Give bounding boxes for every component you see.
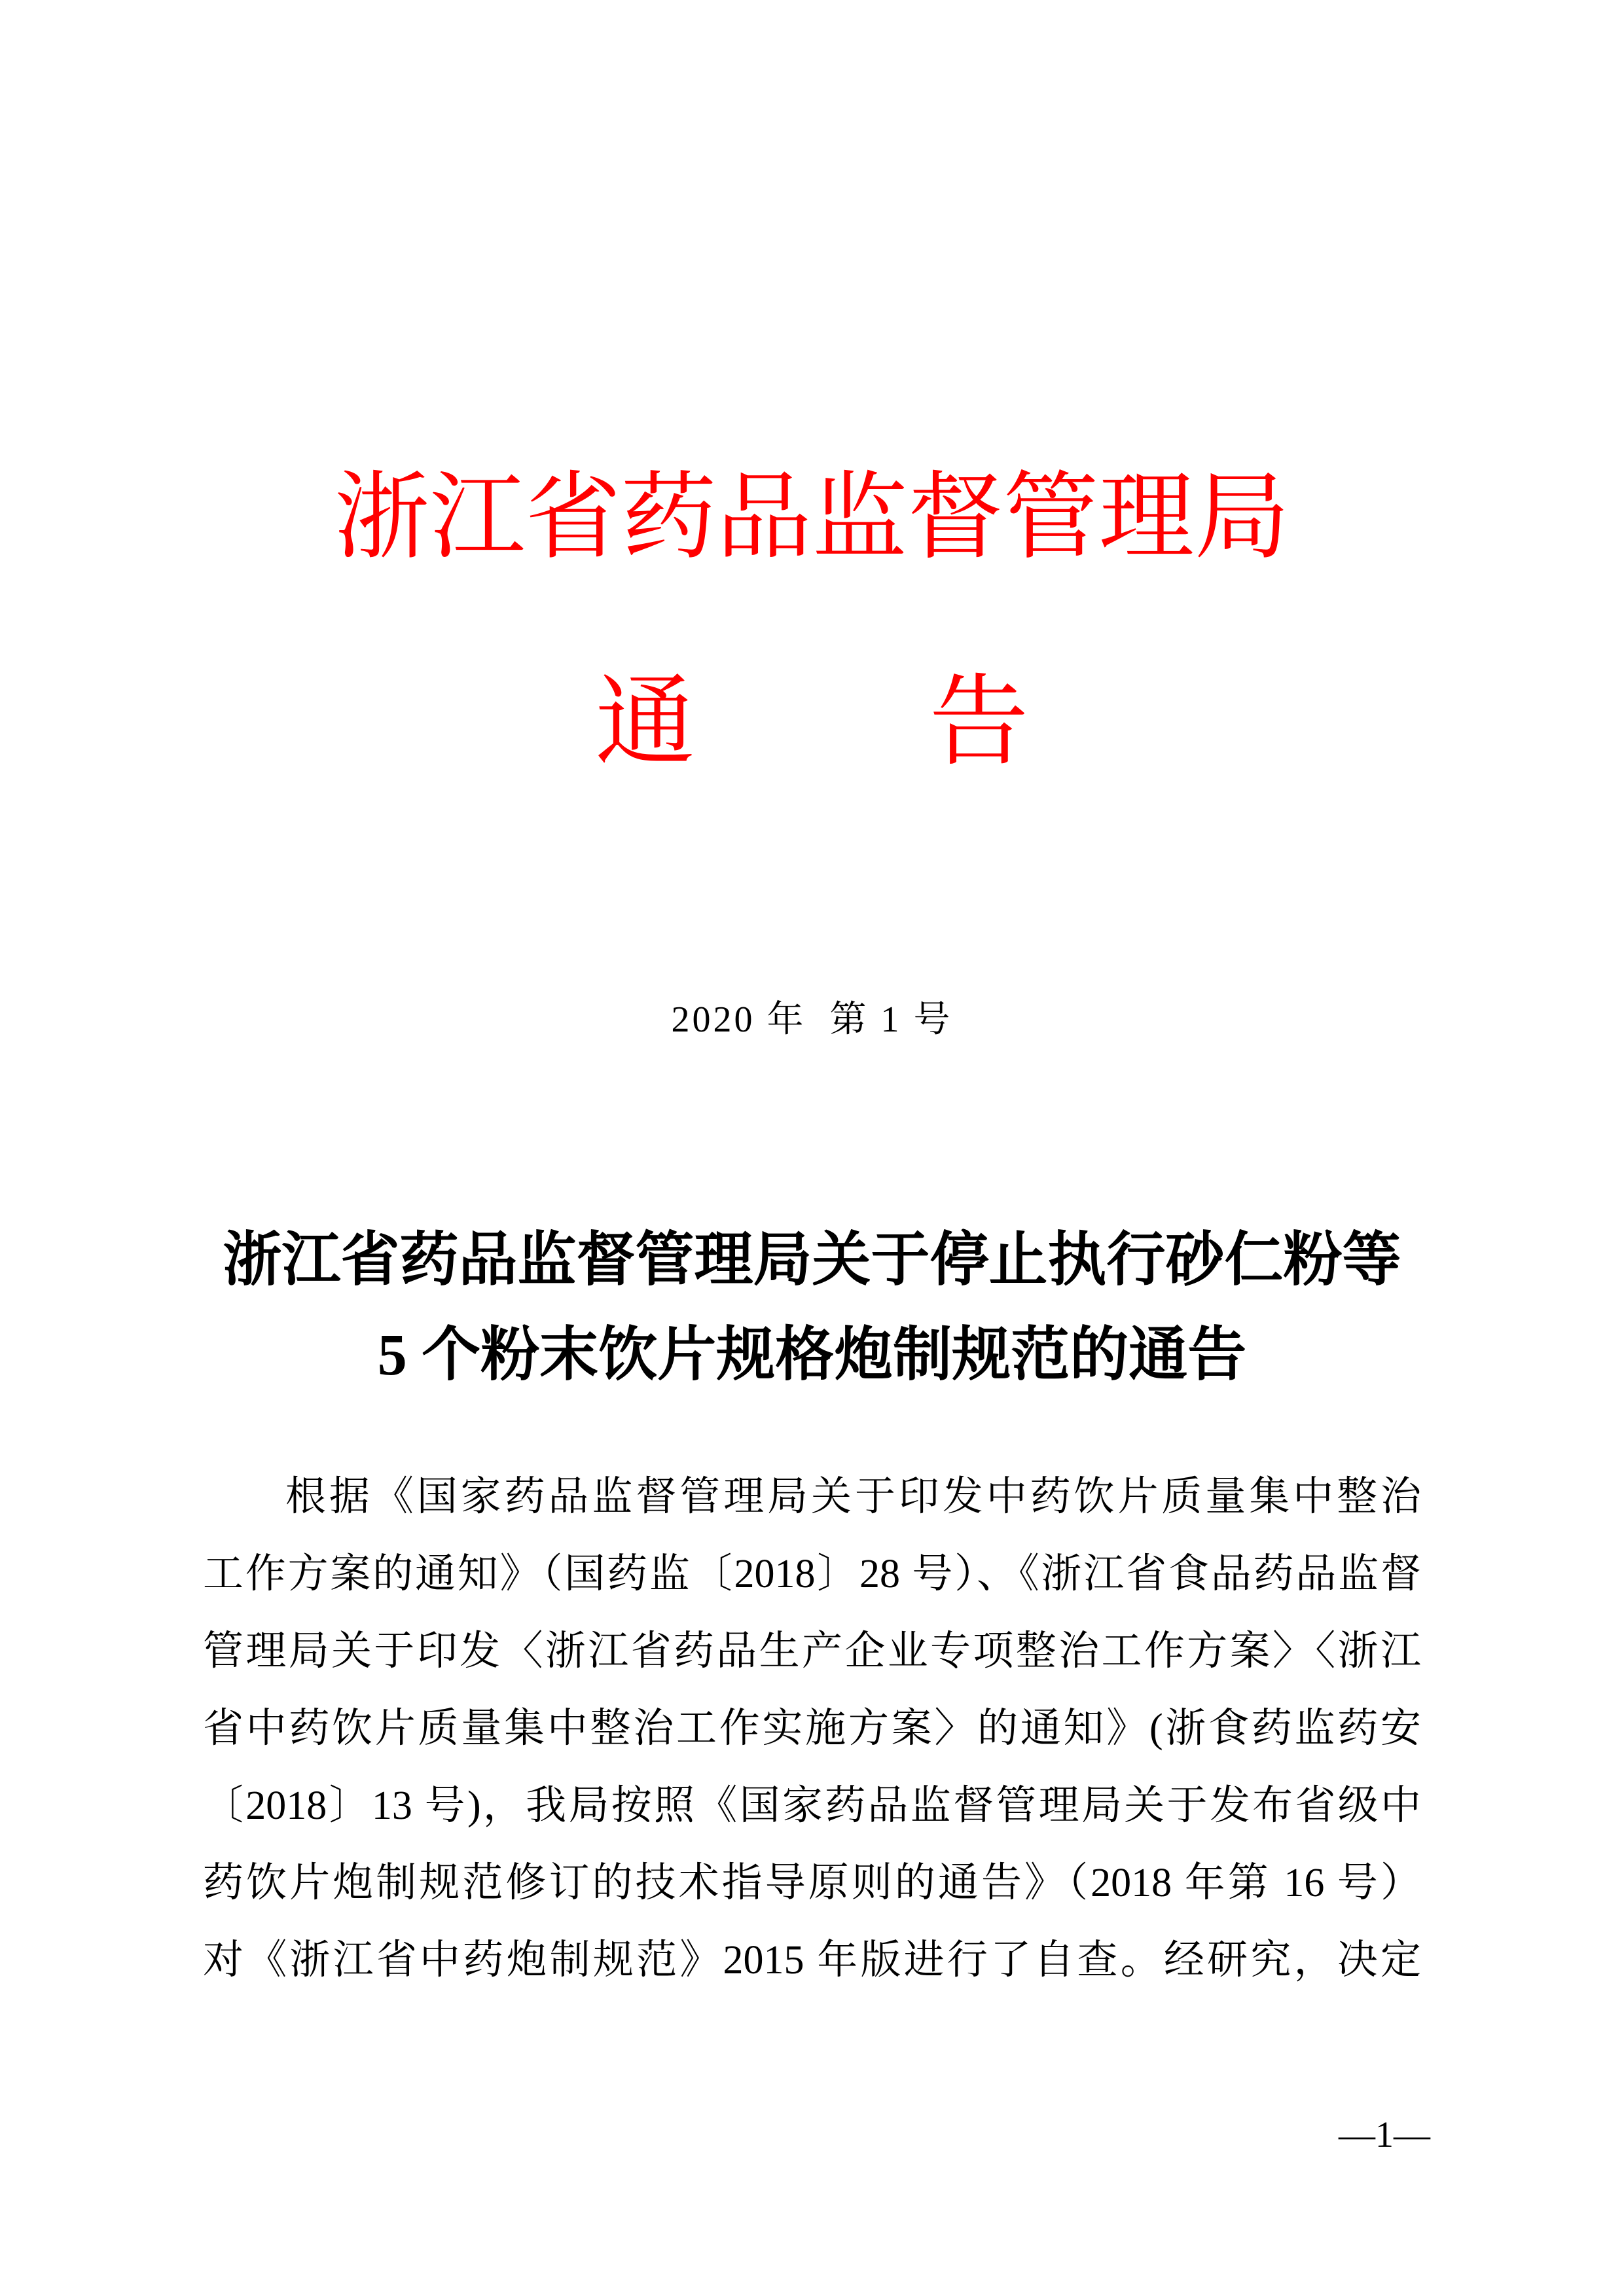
body-line-1: 根据《国家药品监督管理局关于印发中药饮片质量集中整治 [285, 1475, 1421, 1519]
document-title [203, 1213, 1421, 1403]
body-paragraph [203, 1458, 1421, 1999]
agency-name-heading: 浙江省药品监督管理局 [334, 465, 1290, 571]
body-line-6: 药饮片炮制规范修订的技术指导原则的通告》（2018 年第 16 号） [203, 1861, 1421, 1905]
body-line-2: 工作方案的通知》（国药监〔2018〕28 号）、《浙江省食品药品监督 [203, 1552, 1421, 1596]
page-number: —1— [1339, 2115, 1430, 2155]
doc-type-heading [0, 668, 1624, 778]
body-line-5: 〔2018〕13 号)，我局按照《国家药品监督管理局关于发布省级中 [203, 1784, 1421, 1828]
doc-type-char-gao: 告 [929, 668, 1029, 778]
issue-number: 2020 年 第 1 号 [671, 999, 953, 1040]
document-title-line-1: 浙江省药品监督管理局关于停止执行砂仁粉等 [223, 1228, 1401, 1293]
body-line-4: 省中药饮片质量集中整治工作实施方案〉的通知》(浙食药监药安 [203, 1706, 1421, 1751]
body-line-3: 管理局关于印发〈浙江省药品生产企业专项整治工作方案〉〈浙江 [203, 1629, 1421, 1674]
doc-type-char-tong: 通 [595, 668, 695, 778]
document-title-line-2: 5 个粉末饮片规格炮制规范的通告 [377, 1323, 1247, 1388]
body-line-7: 对《浙江省中药炮制规范》2015 年版进行了自查。经研究，决定 [203, 1938, 1421, 1982]
